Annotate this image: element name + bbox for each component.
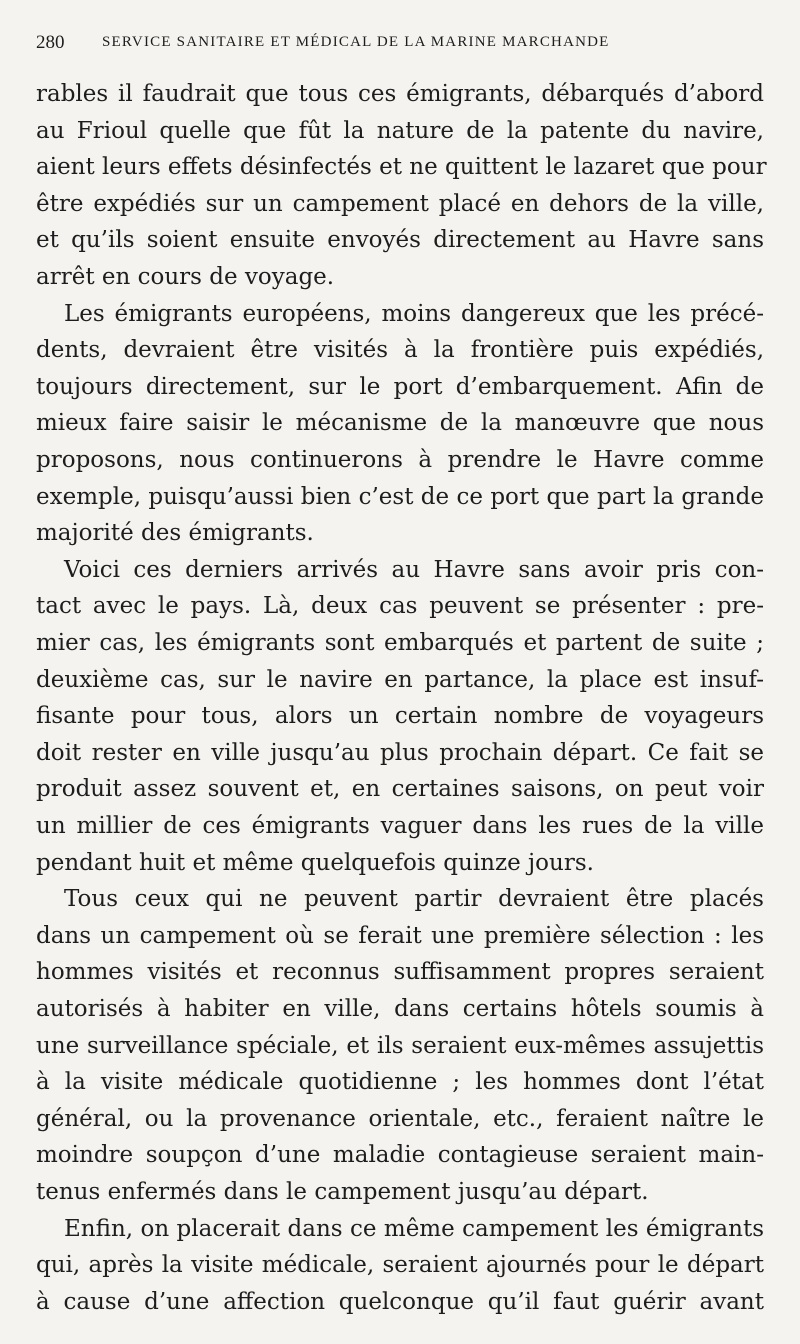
- text-line: être expédiés sur un campement placé en dehors de la ville,: [36, 190, 764, 217]
- text-line: autorisés à habiter en ville, dans certains hôtels soumis à: [36, 996, 764, 1022]
- text-line: à la visite médicale quotidienne ; les hommes dont l’état: [36, 1069, 764, 1096]
- text-line: toujours directement, sur le port d’embarquement. Afin de: [36, 373, 764, 400]
- text-line: au Frioul quelle que fût la nature de la patente du navire,: [36, 117, 764, 144]
- text-line: exemple, puisqu’aussi bien c’est de ce port que part la grande: [36, 483, 764, 510]
- page-number: 280: [36, 32, 65, 53]
- text-line: tenus enfermés dans le campement jusqu’au départ.: [36, 1179, 649, 1205]
- text-line: Tous ceux qui ne peuvent partir devraient être placés: [64, 886, 764, 913]
- text-line: dents, devraient être visités à la frontière puis expédiés,: [36, 337, 764, 364]
- text-line: doit rester en ville jusqu’au plus prochain départ. Ce fait se: [36, 739, 764, 766]
- text-line: une surveillance spéciale, et ils seraient eux-mêmes assujettis: [36, 1032, 764, 1059]
- text-line: un millier de ces émigrants vaguer dans les rues de la ville: [36, 813, 764, 839]
- text-line: produit assez souvent et, en certaines saisons, on peut voir: [36, 776, 764, 803]
- text-line: fisante pour tous, alors un certain nombre de voyageurs: [36, 703, 764, 730]
- text-line: aient leurs effets désinfectés et ne quittent le lazaret que pour: [36, 154, 767, 181]
- text-line: moindre soupçon d’une maladie contagieuse seraient main-: [36, 1142, 764, 1169]
- text-line: Enfin, on placerait dans ce même campement les émigrants: [64, 1215, 764, 1242]
- text-line: général, ou la provenance orientale, etc., feraient naître le: [36, 1105, 764, 1132]
- text-line: mier cas, les émigrants sont embarqués et partent de suite ;: [36, 630, 764, 656]
- text-line: Les émigrants européens, moins dangereux que les précé-: [64, 300, 764, 327]
- text-line: tact avec le pays. Là, deux cas peuvent se présenter : pre-: [36, 593, 764, 620]
- text-line: proposons, nous continuerons à prendre le Havre comme: [36, 447, 764, 473]
- text-line: hommes visités et reconnus suffisamment propres seraient: [36, 959, 764, 986]
- text-line: rables il faudrait que tous ces émigrants, débarqués d’abord: [36, 81, 764, 107]
- text-line: arrêt en cours de voyage.: [36, 264, 335, 290]
- text-line: Voici ces derniers arrivés au Havre sans avoir pris con-: [64, 556, 764, 583]
- text-line: majorité des émigrants.: [36, 520, 314, 547]
- text-line: deuxième cas, sur le navire en partance, la place est insuf-: [36, 666, 764, 693]
- text-line: qui, après la visite médicale, seraient ajournés pour le départ: [36, 1252, 764, 1279]
- text-line: pendant huit et même quelquefois quinze jours.: [36, 849, 594, 876]
- text-line: à cause d’une affection quelconque qu’il faut guérir avant: [36, 1288, 764, 1315]
- text-line: mieux faire saisir le mécanisme de la manœuvre que nous: [36, 410, 764, 437]
- text-line: et qu’ils soient ensuite envoyés directement au Havre sans: [36, 227, 764, 254]
- text-line: dans un campement où se ferait une première sélection : les: [36, 922, 764, 949]
- running-title: SERVICE SANITAIRE ET MÉDICAL DE LA MARINE MARCHANDE: [102, 34, 610, 50]
